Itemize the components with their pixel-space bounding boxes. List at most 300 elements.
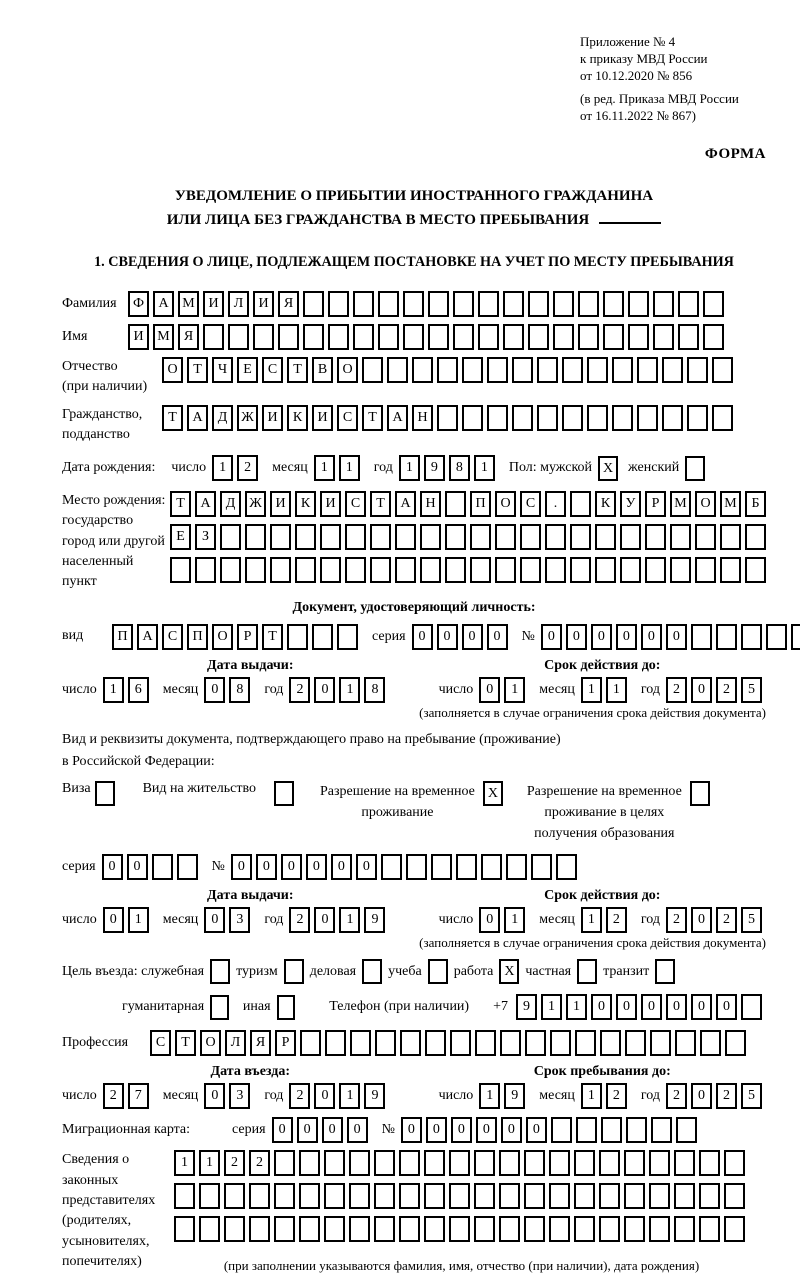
char-cell[interactable]: 0 xyxy=(256,854,277,880)
char-cell[interactable]: 0 xyxy=(487,624,508,650)
char-cell[interactable] xyxy=(595,524,616,550)
char-cell[interactable] xyxy=(720,557,741,583)
char-cell[interactable] xyxy=(324,1183,345,1209)
char-cell[interactable] xyxy=(587,357,608,383)
char-cell[interactable]: 0 xyxy=(479,907,500,933)
char-cell[interactable] xyxy=(674,1216,695,1242)
char-cell[interactable]: Р xyxy=(645,491,666,517)
char-cell[interactable]: 2 xyxy=(606,907,627,933)
char-cell[interactable] xyxy=(437,357,458,383)
char-cell[interactable] xyxy=(245,524,266,550)
char-cell[interactable] xyxy=(599,1183,620,1209)
char-cell[interactable]: 2 xyxy=(289,1083,310,1109)
char-cell[interactable] xyxy=(662,357,683,383)
char-cell[interactable] xyxy=(320,524,341,550)
char-cell[interactable] xyxy=(478,324,499,350)
char-cell[interactable] xyxy=(487,357,508,383)
char-cell[interactable]: М xyxy=(153,324,174,350)
char-cell[interactable] xyxy=(474,1216,495,1242)
char-cell[interactable] xyxy=(245,557,266,583)
char-cell[interactable]: Н xyxy=(420,491,441,517)
char-cell[interactable] xyxy=(395,524,416,550)
char-cell[interactable]: 0 xyxy=(426,1117,447,1143)
char-cell[interactable] xyxy=(512,405,533,431)
char-cell[interactable] xyxy=(791,624,800,650)
char-cell[interactable] xyxy=(299,1183,320,1209)
char-cell[interactable]: И xyxy=(203,291,224,317)
char-cell[interactable] xyxy=(545,557,566,583)
char-cell[interactable]: Ж xyxy=(245,491,266,517)
char-cell[interactable] xyxy=(524,1183,545,1209)
char-cell[interactable] xyxy=(278,324,299,350)
char-cell[interactable] xyxy=(499,1216,520,1242)
char-cell[interactable]: И xyxy=(128,324,149,350)
char-cell[interactable]: 1 xyxy=(174,1150,195,1176)
char-cell[interactable] xyxy=(674,1150,695,1176)
char-cell[interactable] xyxy=(553,291,574,317)
char-cell[interactable]: А xyxy=(395,491,416,517)
char-cell[interactable] xyxy=(624,1150,645,1176)
char-cell[interactable] xyxy=(487,405,508,431)
char-cell[interactable] xyxy=(325,1030,346,1056)
char-cell[interactable] xyxy=(687,357,708,383)
char-cell[interactable]: 9 xyxy=(364,1083,385,1109)
char-cell[interactable]: 0 xyxy=(272,1117,293,1143)
char-cell[interactable]: 2 xyxy=(224,1150,245,1176)
char-cell[interactable] xyxy=(691,624,712,650)
char-cell[interactable] xyxy=(412,357,433,383)
purpose-other-checkbox[interactable] xyxy=(277,995,296,1020)
char-cell[interactable]: Р xyxy=(237,624,258,650)
char-cell[interactable] xyxy=(678,324,699,350)
char-cell[interactable]: 0 xyxy=(281,854,302,880)
char-cell[interactable]: Ч xyxy=(212,357,233,383)
char-cell[interactable] xyxy=(637,357,658,383)
char-cell[interactable]: 1 xyxy=(581,1083,602,1109)
char-cell[interactable] xyxy=(674,1183,695,1209)
char-cell[interactable] xyxy=(324,1150,345,1176)
char-cell[interactable]: 0 xyxy=(641,624,662,650)
char-cell[interactable] xyxy=(537,405,558,431)
char-cell[interactable]: И xyxy=(262,405,283,431)
residence-permit-checkbox[interactable] xyxy=(274,781,294,806)
char-cell[interactable]: 0 xyxy=(541,624,562,650)
char-cell[interactable] xyxy=(445,557,466,583)
char-cell[interactable] xyxy=(420,557,441,583)
purpose-business-checkbox[interactable] xyxy=(362,959,382,984)
char-cell[interactable] xyxy=(349,1183,370,1209)
char-cell[interactable] xyxy=(649,1150,670,1176)
char-cell[interactable]: 0 xyxy=(716,994,737,1020)
char-cell[interactable]: П xyxy=(470,491,491,517)
char-cell[interactable] xyxy=(574,1183,595,1209)
char-cell[interactable] xyxy=(475,1030,496,1056)
char-cell[interactable] xyxy=(174,1183,195,1209)
purpose-tourism-checkbox[interactable] xyxy=(284,959,304,984)
char-cell[interactable] xyxy=(695,557,716,583)
char-cell[interactable] xyxy=(570,491,591,517)
char-cell[interactable] xyxy=(595,557,616,583)
char-cell[interactable] xyxy=(741,994,762,1020)
char-cell[interactable] xyxy=(445,491,466,517)
char-cell[interactable] xyxy=(431,854,452,880)
char-cell[interactable] xyxy=(520,557,541,583)
char-cell[interactable] xyxy=(353,291,374,317)
char-cell[interactable]: 3 xyxy=(229,907,250,933)
purpose-humanitarian-checkbox[interactable] xyxy=(210,995,229,1020)
char-cell[interactable] xyxy=(587,405,608,431)
char-cell[interactable]: 0 xyxy=(641,994,662,1020)
char-cell[interactable] xyxy=(766,624,787,650)
char-cell[interactable]: 0 xyxy=(616,994,637,1020)
char-cell[interactable] xyxy=(174,1216,195,1242)
char-cell[interactable] xyxy=(374,1183,395,1209)
char-cell[interactable]: О xyxy=(212,624,233,650)
char-cell[interactable] xyxy=(675,1030,696,1056)
char-cell[interactable] xyxy=(303,291,324,317)
purpose-study-checkbox[interactable] xyxy=(428,959,448,984)
char-cell[interactable] xyxy=(651,1117,672,1143)
char-cell[interactable]: 2 xyxy=(289,677,310,703)
char-cell[interactable] xyxy=(499,1183,520,1209)
char-cell[interactable]: 1 xyxy=(212,455,233,481)
char-cell[interactable]: М xyxy=(178,291,199,317)
char-cell[interactable] xyxy=(449,1216,470,1242)
char-cell[interactable] xyxy=(525,1030,546,1056)
char-cell[interactable] xyxy=(528,291,549,317)
char-cell[interactable] xyxy=(320,557,341,583)
char-cell[interactable]: Б xyxy=(745,491,766,517)
char-cell[interactable] xyxy=(603,291,624,317)
char-cell[interactable] xyxy=(649,1216,670,1242)
char-cell[interactable] xyxy=(400,1030,421,1056)
temp-residence-education-checkbox[interactable] xyxy=(690,781,710,806)
char-cell[interactable]: 1 xyxy=(504,907,525,933)
char-cell[interactable] xyxy=(199,1216,220,1242)
char-cell[interactable]: Т xyxy=(187,357,208,383)
char-cell[interactable]: 0 xyxy=(479,677,500,703)
char-cell[interactable]: А xyxy=(137,624,158,650)
char-cell[interactable]: 2 xyxy=(666,1083,687,1109)
char-cell[interactable] xyxy=(545,524,566,550)
char-cell[interactable] xyxy=(450,1030,471,1056)
char-cell[interactable]: 8 xyxy=(449,455,470,481)
char-cell[interactable] xyxy=(249,1216,270,1242)
char-cell[interactable] xyxy=(625,1030,646,1056)
char-cell[interactable] xyxy=(601,1117,622,1143)
char-cell[interactable] xyxy=(474,1150,495,1176)
char-cell[interactable]: 1 xyxy=(339,907,360,933)
char-cell[interactable]: А xyxy=(387,405,408,431)
char-cell[interactable] xyxy=(628,291,649,317)
char-cell[interactable] xyxy=(551,1117,572,1143)
char-cell[interactable] xyxy=(612,357,633,383)
char-cell[interactable]: 2 xyxy=(249,1150,270,1176)
char-cell[interactable]: 0 xyxy=(691,907,712,933)
char-cell[interactable] xyxy=(676,1117,697,1143)
char-cell[interactable]: К xyxy=(287,405,308,431)
char-cell[interactable] xyxy=(378,291,399,317)
char-cell[interactable] xyxy=(612,405,633,431)
char-cell[interactable] xyxy=(170,557,191,583)
char-cell[interactable]: С xyxy=(262,357,283,383)
char-cell[interactable] xyxy=(549,1216,570,1242)
char-cell[interactable]: В xyxy=(312,357,333,383)
char-cell[interactable]: 2 xyxy=(716,907,737,933)
char-cell[interactable]: Д xyxy=(212,405,233,431)
char-cell[interactable]: А xyxy=(195,491,216,517)
char-cell[interactable] xyxy=(274,1150,295,1176)
char-cell[interactable] xyxy=(626,1117,647,1143)
char-cell[interactable]: 0 xyxy=(322,1117,343,1143)
char-cell[interactable] xyxy=(645,524,666,550)
char-cell[interactable] xyxy=(203,324,224,350)
char-cell[interactable]: Т xyxy=(262,624,283,650)
char-cell[interactable] xyxy=(295,557,316,583)
char-cell[interactable]: 1 xyxy=(581,677,602,703)
char-cell[interactable]: Я xyxy=(278,291,299,317)
char-cell[interactable] xyxy=(700,1030,721,1056)
char-cell[interactable]: 2 xyxy=(289,907,310,933)
char-cell[interactable] xyxy=(506,854,527,880)
char-cell[interactable]: 0 xyxy=(401,1117,422,1143)
char-cell[interactable] xyxy=(220,557,241,583)
char-cell[interactable]: Т xyxy=(170,491,191,517)
char-cell[interactable] xyxy=(295,524,316,550)
char-cell[interactable] xyxy=(453,291,474,317)
char-cell[interactable] xyxy=(470,524,491,550)
char-cell[interactable] xyxy=(562,405,583,431)
char-cell[interactable]: 0 xyxy=(666,624,687,650)
char-cell[interactable]: 0 xyxy=(501,1117,522,1143)
char-cell[interactable]: Т xyxy=(362,405,383,431)
char-cell[interactable] xyxy=(556,854,577,880)
purpose-private-checkbox[interactable] xyxy=(577,959,597,984)
char-cell[interactable]: 0 xyxy=(476,1117,497,1143)
char-cell[interactable] xyxy=(699,1216,720,1242)
char-cell[interactable] xyxy=(578,291,599,317)
char-cell[interactable]: Т xyxy=(370,491,391,517)
char-cell[interactable] xyxy=(725,1030,746,1056)
char-cell[interactable] xyxy=(370,524,391,550)
char-cell[interactable] xyxy=(620,557,641,583)
char-cell[interactable]: 2 xyxy=(606,1083,627,1109)
char-cell[interactable] xyxy=(576,1117,597,1143)
char-cell[interactable] xyxy=(562,357,583,383)
char-cell[interactable]: С xyxy=(345,491,366,517)
char-cell[interactable]: 1 xyxy=(339,455,360,481)
char-cell[interactable]: 9 xyxy=(516,994,537,1020)
char-cell[interactable] xyxy=(403,324,424,350)
char-cell[interactable]: М xyxy=(670,491,691,517)
char-cell[interactable] xyxy=(299,1150,320,1176)
char-cell[interactable] xyxy=(349,1216,370,1242)
char-cell[interactable] xyxy=(574,1216,595,1242)
char-cell[interactable]: И xyxy=(270,491,291,517)
purpose-official-checkbox[interactable] xyxy=(210,959,230,984)
char-cell[interactable] xyxy=(549,1183,570,1209)
char-cell[interactable]: Л xyxy=(225,1030,246,1056)
char-cell[interactable] xyxy=(528,324,549,350)
char-cell[interactable]: 0 xyxy=(127,854,148,880)
char-cell[interactable] xyxy=(553,324,574,350)
char-cell[interactable]: М xyxy=(720,491,741,517)
char-cell[interactable] xyxy=(720,524,741,550)
char-cell[interactable] xyxy=(328,291,349,317)
char-cell[interactable]: Н xyxy=(412,405,433,431)
char-cell[interactable] xyxy=(599,1216,620,1242)
char-cell[interactable]: Ж xyxy=(237,405,258,431)
char-cell[interactable]: И xyxy=(312,405,333,431)
char-cell[interactable] xyxy=(716,624,737,650)
char-cell[interactable] xyxy=(287,624,308,650)
char-cell[interactable]: 1 xyxy=(128,907,149,933)
char-cell[interactable] xyxy=(741,624,762,650)
char-cell[interactable]: З xyxy=(195,524,216,550)
char-cell[interactable] xyxy=(270,557,291,583)
char-cell[interactable] xyxy=(424,1183,445,1209)
char-cell[interactable] xyxy=(353,324,374,350)
char-cell[interactable] xyxy=(745,524,766,550)
char-cell[interactable] xyxy=(399,1183,420,1209)
char-cell[interactable]: С xyxy=(150,1030,171,1056)
char-cell[interactable]: 8 xyxy=(364,677,385,703)
char-cell[interactable] xyxy=(570,557,591,583)
char-cell[interactable] xyxy=(449,1183,470,1209)
char-cell[interactable]: 0 xyxy=(103,907,124,933)
char-cell[interactable]: 0 xyxy=(297,1117,318,1143)
char-cell[interactable]: Т xyxy=(287,357,308,383)
char-cell[interactable] xyxy=(650,1030,671,1056)
char-cell[interactable] xyxy=(574,1150,595,1176)
char-cell[interactable] xyxy=(645,557,666,583)
char-cell[interactable] xyxy=(328,324,349,350)
char-cell[interactable] xyxy=(478,291,499,317)
char-cell[interactable]: А xyxy=(153,291,174,317)
char-cell[interactable]: 2 xyxy=(716,677,737,703)
char-cell[interactable]: 0 xyxy=(616,624,637,650)
char-cell[interactable]: С xyxy=(337,405,358,431)
char-cell[interactable]: Т xyxy=(175,1030,196,1056)
char-cell[interactable] xyxy=(724,1216,745,1242)
char-cell[interactable]: 5 xyxy=(741,1083,762,1109)
char-cell[interactable] xyxy=(520,524,541,550)
char-cell[interactable] xyxy=(312,624,333,650)
char-cell[interactable] xyxy=(745,557,766,583)
char-cell[interactable] xyxy=(599,1150,620,1176)
char-cell[interactable]: 1 xyxy=(541,994,562,1020)
char-cell[interactable]: 1 xyxy=(339,1083,360,1109)
char-cell[interactable] xyxy=(687,405,708,431)
char-cell[interactable] xyxy=(712,357,733,383)
char-cell[interactable] xyxy=(228,324,249,350)
char-cell[interactable] xyxy=(670,557,691,583)
char-cell[interactable]: Д xyxy=(220,491,241,517)
char-cell[interactable]: 1 xyxy=(103,677,124,703)
char-cell[interactable] xyxy=(470,557,491,583)
char-cell[interactable] xyxy=(620,524,641,550)
char-cell[interactable]: 0 xyxy=(591,994,612,1020)
char-cell[interactable] xyxy=(270,524,291,550)
char-cell[interactable]: 7 xyxy=(128,1083,149,1109)
char-cell[interactable] xyxy=(350,1030,371,1056)
char-cell[interactable] xyxy=(624,1183,645,1209)
char-cell[interactable] xyxy=(337,624,358,650)
char-cell[interactable] xyxy=(399,1150,420,1176)
char-cell[interactable] xyxy=(428,324,449,350)
char-cell[interactable]: 0 xyxy=(691,677,712,703)
char-cell[interactable] xyxy=(449,1150,470,1176)
char-cell[interactable]: . xyxy=(545,491,566,517)
char-cell[interactable]: С xyxy=(520,491,541,517)
char-cell[interactable]: И xyxy=(253,291,274,317)
char-cell[interactable] xyxy=(712,405,733,431)
char-cell[interactable]: П xyxy=(187,624,208,650)
char-cell[interactable] xyxy=(474,1183,495,1209)
sex-female-checkbox[interactable] xyxy=(685,456,705,481)
char-cell[interactable] xyxy=(499,1150,520,1176)
char-cell[interactable]: Р xyxy=(275,1030,296,1056)
char-cell[interactable]: П xyxy=(112,624,133,650)
char-cell[interactable] xyxy=(224,1183,245,1209)
char-cell[interactable] xyxy=(495,557,516,583)
char-cell[interactable]: 0 xyxy=(204,1083,225,1109)
char-cell[interactable]: К xyxy=(295,491,316,517)
char-cell[interactable]: 0 xyxy=(691,1083,712,1109)
char-cell[interactable]: 0 xyxy=(314,677,335,703)
char-cell[interactable] xyxy=(374,1216,395,1242)
char-cell[interactable] xyxy=(381,854,402,880)
char-cell[interactable]: И xyxy=(320,491,341,517)
char-cell[interactable]: 0 xyxy=(591,624,612,650)
char-cell[interactable]: 0 xyxy=(356,854,377,880)
char-cell[interactable] xyxy=(224,1216,245,1242)
char-cell[interactable] xyxy=(531,854,552,880)
char-cell[interactable]: Я xyxy=(178,324,199,350)
char-cell[interactable] xyxy=(303,324,324,350)
char-cell[interactable]: 2 xyxy=(237,455,258,481)
char-cell[interactable]: О xyxy=(200,1030,221,1056)
char-cell[interactable]: Е xyxy=(237,357,258,383)
char-cell[interactable]: Т xyxy=(162,405,183,431)
char-cell[interactable] xyxy=(249,1183,270,1209)
char-cell[interactable] xyxy=(724,1183,745,1209)
char-cell[interactable] xyxy=(678,291,699,317)
char-cell[interactable] xyxy=(462,405,483,431)
char-cell[interactable] xyxy=(600,1030,621,1056)
char-cell[interactable] xyxy=(177,854,198,880)
sex-male-checkbox[interactable]: X xyxy=(598,456,618,481)
char-cell[interactable]: Ф xyxy=(128,291,149,317)
char-cell[interactable]: 9 xyxy=(364,907,385,933)
char-cell[interactable]: 1 xyxy=(581,907,602,933)
char-cell[interactable]: А xyxy=(187,405,208,431)
char-cell[interactable] xyxy=(406,854,427,880)
char-cell[interactable]: У xyxy=(620,491,641,517)
char-cell[interactable] xyxy=(481,854,502,880)
char-cell[interactable]: 2 xyxy=(666,677,687,703)
char-cell[interactable]: 5 xyxy=(741,907,762,933)
char-cell[interactable]: 1 xyxy=(399,455,420,481)
char-cell[interactable] xyxy=(649,1183,670,1209)
char-cell[interactable] xyxy=(500,1030,521,1056)
char-cell[interactable] xyxy=(462,357,483,383)
char-cell[interactable]: 0 xyxy=(306,854,327,880)
char-cell[interactable] xyxy=(703,324,724,350)
char-cell[interactable]: 0 xyxy=(231,854,252,880)
char-cell[interactable] xyxy=(653,291,674,317)
char-cell[interactable]: О xyxy=(695,491,716,517)
